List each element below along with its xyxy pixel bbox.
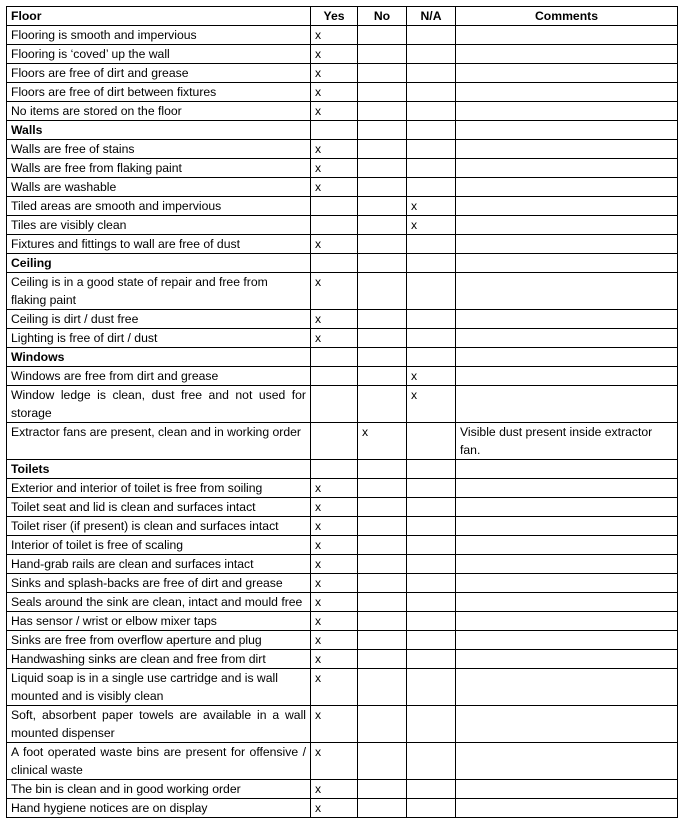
no-mark-cell: [358, 273, 407, 310]
na-mark-cell: [407, 743, 456, 780]
section-heading: Ceiling: [7, 254, 311, 273]
checklist-item-cell: Flooring is smooth and impervious: [7, 26, 311, 45]
no-mark-cell: [358, 743, 407, 780]
na-mark-cell: [407, 593, 456, 612]
empty-cell: [456, 254, 678, 273]
yes-mark-cell: x: [311, 273, 358, 310]
no-mark-cell: [358, 216, 407, 235]
na-mark-cell: [407, 555, 456, 574]
no-mark-cell: [358, 310, 407, 329]
comment-cell: [456, 159, 678, 178]
header-row: [7, 7, 678, 26]
empty-cell: [358, 460, 407, 479]
comment-cell: [456, 386, 678, 423]
checklist-item-cell: A foot operated waste bins are present for offensive / clinical waste: [7, 743, 311, 780]
na-mark-cell: [407, 310, 456, 329]
comment-cell: [456, 197, 678, 216]
comment-cell: [456, 669, 678, 706]
yes-mark-cell: x: [311, 799, 358, 818]
yes-mark-cell: x: [311, 612, 358, 631]
yes-mark-cell: x: [311, 159, 358, 178]
checklist-item-cell: Soft, absorbent paper towels are available in a wall mounted dispenser: [7, 706, 311, 743]
na-mark-cell: [407, 26, 456, 45]
na-mark-cell: [407, 536, 456, 555]
table-row: [7, 799, 678, 818]
no-mark-cell: [358, 235, 407, 254]
comment-cell: [456, 64, 678, 83]
yes-mark-cell: x: [311, 669, 358, 706]
na-mark-cell: [407, 517, 456, 536]
yes-mark-cell: [311, 386, 358, 423]
table-row: [7, 479, 678, 498]
checklist-item-cell: No items are stored on the floor: [7, 102, 311, 121]
na-mark-cell: [407, 423, 456, 460]
table-row: [7, 593, 678, 612]
na-mark-cell: x: [407, 367, 456, 386]
checklist-body: [7, 26, 678, 818]
checklist-item-cell: Tiled areas are smooth and impervious: [7, 197, 311, 216]
table-row: [7, 310, 678, 329]
yes-mark-cell: x: [311, 310, 358, 329]
yes-mark-cell: x: [311, 517, 358, 536]
table-row: [7, 498, 678, 517]
checklist-item-cell: Interior of toilet is free of scaling: [7, 536, 311, 555]
checklist-item-cell: Exterior and interior of toilet is free from soiling: [7, 479, 311, 498]
yes-mark-cell: x: [311, 780, 358, 799]
no-mark-cell: [358, 159, 407, 178]
na-mark-cell: [407, 799, 456, 818]
table-row: [7, 140, 678, 159]
na-mark-cell: [407, 64, 456, 83]
empty-cell: [456, 348, 678, 367]
comment-cell: [456, 743, 678, 780]
yes-mark-cell: x: [311, 498, 358, 517]
table-row: [7, 423, 678, 460]
yes-mark-cell: x: [311, 329, 358, 348]
yes-mark-cell: x: [311, 743, 358, 780]
no-mark-cell: [358, 140, 407, 159]
checklist-item-cell: Window ledge is clean, dust free and not used for storage: [7, 386, 311, 423]
yes-mark-cell: [311, 423, 358, 460]
na-mark-cell: [407, 612, 456, 631]
header-yes: Yes: [311, 7, 358, 26]
checklist-item-cell: Windows are free from dirt and grease: [7, 367, 311, 386]
header-floor: Floor: [7, 7, 311, 26]
comment-cell: [456, 83, 678, 102]
no-mark-cell: [358, 479, 407, 498]
table-row: [7, 517, 678, 536]
no-mark-cell: [358, 102, 407, 121]
no-mark-cell: [358, 669, 407, 706]
empty-cell: [311, 460, 358, 479]
empty-cell: [311, 254, 358, 273]
section-row: [7, 254, 678, 273]
yes-mark-cell: [311, 216, 358, 235]
empty-cell: [358, 254, 407, 273]
section-heading: Windows: [7, 348, 311, 367]
checklist-item-cell: Tiles are visibly clean: [7, 216, 311, 235]
yes-mark-cell: x: [311, 64, 358, 83]
yes-mark-cell: x: [311, 26, 358, 45]
table-row: [7, 197, 678, 216]
yes-mark-cell: x: [311, 178, 358, 197]
checklist-item-cell: Toilet riser (if present) is clean and surfaces intact: [7, 517, 311, 536]
checklist-item-cell: Walls are free of stains: [7, 140, 311, 159]
no-mark-cell: [358, 780, 407, 799]
checklist-item-cell: Sinks and splash-backs are free of dirt and grease: [7, 574, 311, 593]
na-mark-cell: [407, 498, 456, 517]
header-no: No: [358, 7, 407, 26]
na-mark-cell: [407, 574, 456, 593]
no-mark-cell: [358, 178, 407, 197]
no-mark-cell: [358, 612, 407, 631]
table-row: [7, 235, 678, 254]
checklist-item-cell: Lighting is free of dirt / dust: [7, 329, 311, 348]
no-mark-cell: [358, 574, 407, 593]
no-mark-cell: [358, 799, 407, 818]
table-row: [7, 743, 678, 780]
header-comments: Comments: [456, 7, 678, 26]
checklist-item-cell: Flooring is ‘coved’ up the wall: [7, 45, 311, 64]
yes-mark-cell: x: [311, 706, 358, 743]
comment-cell: [456, 631, 678, 650]
table-row: [7, 574, 678, 593]
comment-cell: [456, 574, 678, 593]
yes-mark-cell: [311, 367, 358, 386]
checklist-item-cell: Seals around the sink are clean, intact and mould free: [7, 593, 311, 612]
checklist-item-cell: The bin is clean and in good working order: [7, 780, 311, 799]
section-row: [7, 460, 678, 479]
checklist-item-cell: Ceiling is dirt / dust free: [7, 310, 311, 329]
checklist-item-cell: Sinks are free from overflow aperture and plug: [7, 631, 311, 650]
no-mark-cell: [358, 64, 407, 83]
table-row: [7, 159, 678, 178]
empty-cell: [407, 254, 456, 273]
no-mark-cell: [358, 593, 407, 612]
checklist-item-cell: Walls are washable: [7, 178, 311, 197]
comment-cell: [456, 140, 678, 159]
checklist-item-cell: Ceiling is in a good state of repair and free from flaking paint: [7, 273, 311, 310]
yes-mark-cell: x: [311, 593, 358, 612]
no-mark-cell: [358, 536, 407, 555]
checklist-item-cell: Hand-grab rails are clean and surfaces intact: [7, 555, 311, 574]
na-mark-cell: [407, 178, 456, 197]
table-row: [7, 780, 678, 799]
comment-cell: [456, 45, 678, 64]
comment-cell: [456, 26, 678, 45]
comment-cell: [456, 216, 678, 235]
inspection-checklist-table: [6, 6, 678, 818]
yes-mark-cell: x: [311, 536, 358, 555]
yes-mark-cell: x: [311, 83, 358, 102]
comment-cell: [456, 367, 678, 386]
no-mark-cell: [358, 367, 407, 386]
table-row: [7, 273, 678, 310]
na-mark-cell: [407, 479, 456, 498]
comment-cell: [456, 329, 678, 348]
yes-mark-cell: x: [311, 479, 358, 498]
comment-cell: [456, 593, 678, 612]
table-row: [7, 102, 678, 121]
checklist-item-cell: Walls are free from flaking paint: [7, 159, 311, 178]
checklist-item-cell: Handwashing sinks are clean and free from dirt: [7, 650, 311, 669]
table-row: [7, 178, 678, 197]
table-row: [7, 650, 678, 669]
empty-cell: [407, 348, 456, 367]
checklist-item-cell: Fixtures and fittings to wall are free of dust: [7, 235, 311, 254]
na-mark-cell: [407, 650, 456, 669]
comment-cell: [456, 799, 678, 818]
comment-cell: [456, 235, 678, 254]
comment-cell: Visible dust present inside extractor fan.: [456, 423, 678, 460]
empty-cell: [311, 348, 358, 367]
empty-cell: [407, 460, 456, 479]
no-mark-cell: [358, 555, 407, 574]
table-row: [7, 367, 678, 386]
na-mark-cell: [407, 780, 456, 799]
comment-cell: [456, 555, 678, 574]
section-heading: Walls: [7, 121, 311, 140]
table-row: [7, 64, 678, 83]
yes-mark-cell: x: [311, 631, 358, 650]
comment-cell: [456, 498, 678, 517]
na-mark-cell: x: [407, 216, 456, 235]
table-row: [7, 536, 678, 555]
comment-cell: [456, 310, 678, 329]
yes-mark-cell: x: [311, 555, 358, 574]
no-mark-cell: [358, 631, 407, 650]
checklist-item-cell: Floors are free of dirt and grease: [7, 64, 311, 83]
yes-mark-cell: x: [311, 650, 358, 669]
checklist-item-cell: Liquid soap is in a single use cartridge and is wall mounted and is visibly clean: [7, 669, 311, 706]
table-row: [7, 631, 678, 650]
comment-cell: [456, 780, 678, 799]
header-na: N/A: [407, 7, 456, 26]
checklist-item-cell: Extractor fans are present, clean and in working order: [7, 423, 311, 460]
table-row: [7, 706, 678, 743]
no-mark-cell: [358, 197, 407, 216]
no-mark-cell: [358, 329, 407, 348]
na-mark-cell: [407, 102, 456, 121]
yes-mark-cell: x: [311, 574, 358, 593]
table-row: [7, 83, 678, 102]
section-row: [7, 348, 678, 367]
table-row: [7, 26, 678, 45]
na-mark-cell: [407, 45, 456, 64]
section-heading: Toilets: [7, 460, 311, 479]
comment-cell: [456, 706, 678, 743]
table-row: [7, 612, 678, 631]
comment-cell: [456, 612, 678, 631]
na-mark-cell: [407, 273, 456, 310]
no-mark-cell: [358, 386, 407, 423]
yes-mark-cell: x: [311, 102, 358, 121]
comment-cell: [456, 650, 678, 669]
empty-cell: [456, 121, 678, 140]
table-row: [7, 45, 678, 64]
yes-mark-cell: x: [311, 235, 358, 254]
no-mark-cell: [358, 26, 407, 45]
comment-cell: [456, 536, 678, 555]
table-row: [7, 555, 678, 574]
comment-cell: [456, 178, 678, 197]
checklist-item-cell: Has sensor / wrist or elbow mixer taps: [7, 612, 311, 631]
na-mark-cell: [407, 631, 456, 650]
empty-cell: [358, 348, 407, 367]
no-mark-cell: [358, 45, 407, 64]
na-mark-cell: [407, 83, 456, 102]
yes-mark-cell: x: [311, 45, 358, 64]
na-mark-cell: [407, 669, 456, 706]
no-mark-cell: [358, 83, 407, 102]
section-row: [7, 121, 678, 140]
na-mark-cell: [407, 140, 456, 159]
yes-mark-cell: [311, 197, 358, 216]
yes-mark-cell: x: [311, 140, 358, 159]
checklist-item-cell: Toilet seat and lid is clean and surfaces intact: [7, 498, 311, 517]
na-mark-cell: [407, 706, 456, 743]
empty-cell: [456, 460, 678, 479]
no-mark-cell: x: [358, 423, 407, 460]
table-row: [7, 329, 678, 348]
comment-cell: [456, 273, 678, 310]
no-mark-cell: [358, 498, 407, 517]
na-mark-cell: [407, 235, 456, 254]
table-row: [7, 386, 678, 423]
na-mark-cell: [407, 159, 456, 178]
checklist-item-cell: Hand hygiene notices are on display: [7, 799, 311, 818]
empty-cell: [358, 121, 407, 140]
table-row: [7, 216, 678, 235]
na-mark-cell: [407, 329, 456, 348]
na-mark-cell: x: [407, 197, 456, 216]
na-mark-cell: x: [407, 386, 456, 423]
no-mark-cell: [358, 650, 407, 669]
no-mark-cell: [358, 706, 407, 743]
comment-cell: [456, 102, 678, 121]
comment-cell: [456, 479, 678, 498]
empty-cell: [407, 121, 456, 140]
empty-cell: [311, 121, 358, 140]
table-row: [7, 669, 678, 706]
checklist-item-cell: Floors are free of dirt between fixtures: [7, 83, 311, 102]
comment-cell: [456, 517, 678, 536]
no-mark-cell: [358, 517, 407, 536]
